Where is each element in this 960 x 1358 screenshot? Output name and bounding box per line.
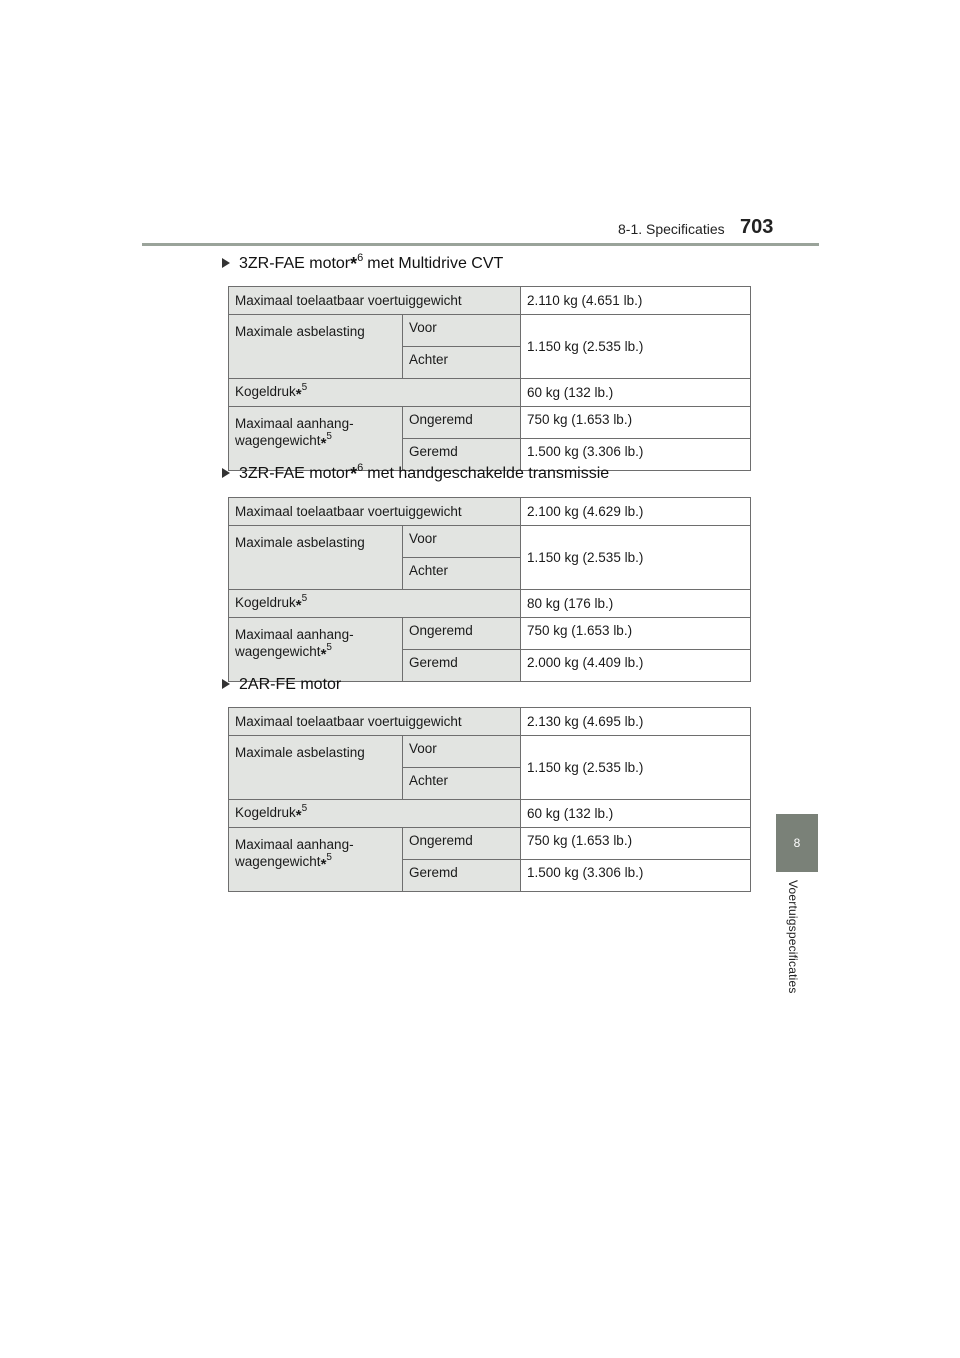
- table-row: [229, 736, 751, 768]
- table-row: [229, 407, 751, 439]
- table-row: [229, 708, 751, 736]
- table-value: 1.150 kg (2.535 lb.): [521, 526, 751, 590]
- table-sublabel: Voor: [403, 526, 521, 558]
- table-value: 2.000 kg (4.409 lb.): [521, 650, 751, 682]
- page-number: 703: [740, 216, 774, 238]
- table-label: Kogeldruk*$^5$: [229, 379, 521, 407]
- table-row: [229, 828, 751, 860]
- spec-table: [228, 707, 751, 892]
- table-sublabel: Ongeremd: [403, 618, 521, 650]
- section-heading-text: 2AR-FE motor: [239, 676, 342, 693]
- table-sublabel: Ongeremd: [403, 828, 521, 860]
- table-value: 1.500 kg (3.306 lb.): [521, 860, 751, 892]
- table-label: Kogeldruk*$^5$: [229, 590, 521, 618]
- table-row: [229, 498, 751, 526]
- section-heading-text: 3ZR-FAE motor: [239, 465, 351, 482]
- section-heading: 3ZR-FAE motor * 6 met handgeschakelde transmissie: [222, 465, 609, 483]
- table-sublabel: Ongeremd: [403, 407, 521, 439]
- chapter-number: 8: [793, 836, 801, 850]
- table-sublabel: Achter: [403, 768, 521, 800]
- triangle-bullet-icon: [222, 468, 230, 478]
- table-sublabel: Geremd: [403, 439, 521, 471]
- table-value: 2.100 kg (4.629 lb.): [521, 498, 751, 526]
- table-value: 60 kg (132 lb.): [521, 800, 751, 828]
- footnote-ref: 6: [357, 252, 364, 264]
- table-value: 1.150 kg (2.535 lb.): [521, 736, 751, 800]
- table-label: Maximale asbelasting: [229, 526, 403, 590]
- table-label: Maximaal toelaatbaar voertuiggewicht: [229, 498, 521, 526]
- table-label: Maximaal toelaatbaar voertuiggewicht: [229, 708, 521, 736]
- section-heading: 3ZR-FAE motor * 6 met Multidrive CVT: [222, 255, 503, 273]
- table-label: Maximaal aanhang- wagengewicht*$^5$: [229, 618, 403, 682]
- table-label: Maximale asbelasting: [229, 736, 403, 800]
- table-row: [229, 590, 751, 618]
- triangle-bullet-icon: [222, 258, 230, 268]
- table-value: 750 kg (1.653 lb.): [521, 407, 751, 439]
- table-row: [229, 287, 751, 315]
- table-sublabel: Geremd: [403, 650, 521, 682]
- table-sublabel: Voor: [403, 315, 521, 347]
- table-value: 750 kg (1.653 lb.): [521, 618, 751, 650]
- section-title: 8-1. Specificaties: [618, 221, 725, 237]
- table-value: 2.130 kg (4.695 lb.): [521, 708, 751, 736]
- table-sublabel: Achter: [403, 347, 521, 379]
- table-sublabel: Voor: [403, 736, 521, 768]
- spec-table: [228, 286, 751, 471]
- table-value: 60 kg (132 lb.): [521, 379, 751, 407]
- footnote-ref: 6: [357, 462, 364, 474]
- chapter-tab[interactable]: [776, 814, 818, 872]
- table-value: 750 kg (1.653 lb.): [521, 828, 751, 860]
- table-label: Kogeldruk*$^5$: [229, 800, 521, 828]
- table-label: Maximale asbelasting: [229, 315, 403, 379]
- table-value: 1.500 kg (3.306 lb.): [521, 439, 751, 471]
- table-row: [229, 618, 751, 650]
- spec-table: [228, 497, 751, 682]
- header-divider: [142, 243, 819, 246]
- table-sublabel: Achter: [403, 558, 521, 590]
- table-label: Maximaal aanhang- wagengewicht*$^5$: [229, 407, 403, 471]
- table-label: Maximaal aanhang- wagengewicht*$^5$: [229, 828, 403, 892]
- section-heading-text: 3ZR-FAE motor: [239, 255, 351, 272]
- table-row: [229, 800, 751, 828]
- table-row: [229, 526, 751, 558]
- section-heading-suffix: met Multidrive CVT: [367, 255, 504, 272]
- table-value: 80 kg (176 lb.): [521, 590, 751, 618]
- table-row: [229, 379, 751, 407]
- table-row: [229, 315, 751, 347]
- table-label: Maximaal toelaatbaar voertuiggewicht: [229, 287, 521, 315]
- section-heading-suffix: met handgeschakelde transmissie: [367, 465, 610, 482]
- section-heading: [222, 676, 341, 694]
- chapter-title: Voertuigspecificaties: [786, 880, 800, 994]
- triangle-bullet-icon: [222, 679, 230, 689]
- table-value: 2.110 kg (4.651 lb.): [521, 287, 751, 315]
- table-sublabel: Geremd: [403, 860, 521, 892]
- table-value: 1.150 kg (2.535 lb.): [521, 315, 751, 379]
